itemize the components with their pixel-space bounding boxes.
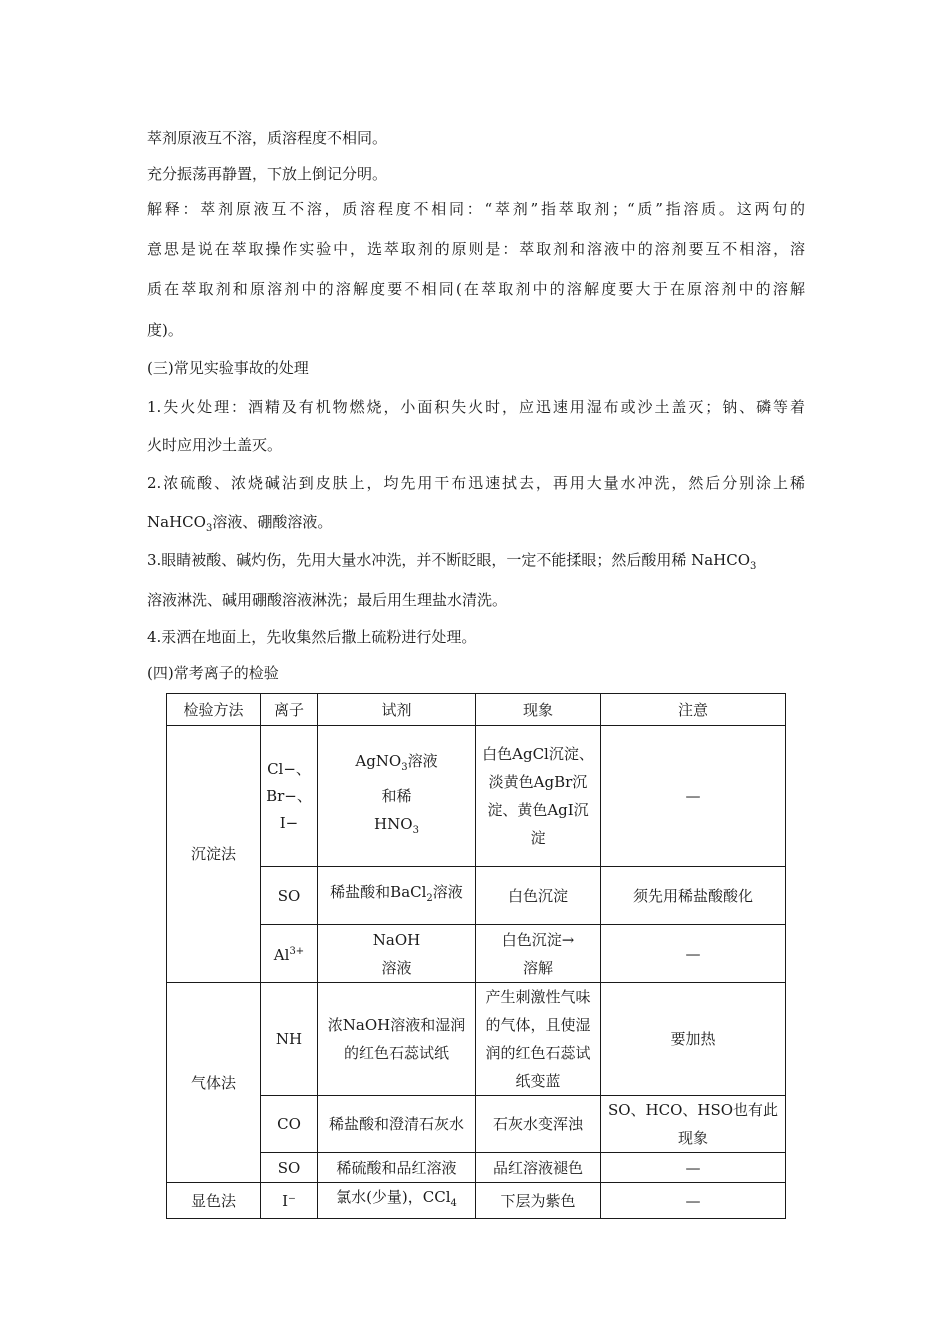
- phenomenon-cell: 白色沉淀→ 溶解: [476, 925, 601, 983]
- phenomenon-cell: 白色AgCl沉淀、淡黄色AgBr沉淀、黄色AgI沉淀: [476, 726, 601, 867]
- item-2-line-1: 2.浓硫酸、浓烧碱沾到皮肤上，均先用干布迅速拭去，再用大量水冲洗，然后分别涂上稀: [147, 474, 805, 492]
- note-cell: —: [601, 1153, 786, 1183]
- reagent-cell: 稀盐酸和澄清石灰水: [318, 1096, 476, 1153]
- mnemonic-line-2: 充分振荡再静置，下放上倒记分明。: [147, 165, 388, 183]
- header-reagent: 试剂: [318, 694, 476, 726]
- ion-cell: SO: [261, 867, 318, 925]
- table-row: [167, 1183, 786, 1219]
- ion-cell: CO: [261, 1096, 318, 1153]
- mnemonic-line-1: 萃剂原液互不溶，质溶程度不相同。: [147, 129, 388, 147]
- item-2-line-2: NaHCO$_3$溶液、硼酸溶液。: [147, 513, 333, 534]
- reagent-cell: 稀硫酸和品红溶液: [318, 1153, 476, 1183]
- table-header-row: [167, 694, 786, 726]
- phenomenon-cell: 品红溶液褪色: [476, 1153, 601, 1183]
- method-precipitation: 沉淀法: [167, 726, 261, 983]
- header-note: 注意: [601, 694, 786, 726]
- phenomenon-cell: 石灰水变浑浊: [476, 1096, 601, 1153]
- note-cell: —: [601, 925, 786, 983]
- method-color: 显色法: [167, 1183, 261, 1219]
- note-cell: 要加热: [601, 983, 786, 1096]
- ion-test-table: [166, 693, 786, 1219]
- ion-cell: $Al^{3+}$: [261, 925, 318, 983]
- note-cell: SO、HCO、HSO也有此现象: [601, 1096, 786, 1153]
- item-3-line-1: 3.眼睛被酸、碱灼伤，先用大量水冲洗，并不断眨眼，一定不能揉眼；然后酸用稀 NaHCO$_3$: [147, 551, 757, 572]
- reagent-cell: NaOH 溶液: [318, 925, 476, 983]
- ion-cell: NH: [261, 983, 318, 1096]
- phenomenon-cell: 白色沉淀: [476, 867, 601, 925]
- table-row: [167, 726, 786, 867]
- item-1-line-1: 1.失火处理：酒精及有机物燃烧，小面积失火时，应迅速用湿布或沙土盖灭；钠、磷等着: [147, 398, 805, 416]
- header-method: 检验方法: [167, 694, 261, 726]
- section-heading-ion-tests: (四)常考离子的检验: [147, 664, 279, 682]
- item-1-line-2: 火时应用沙土盖灭。: [147, 436, 283, 454]
- phenomenon-cell: 产生刺激性气味的气体，且使湿润的红色石蕊试纸变蓝: [476, 983, 601, 1096]
- ion-cell: Cl−、Br−、I−: [261, 726, 318, 867]
- ion-cell: SO: [261, 1153, 318, 1183]
- explanation-line-1: 解释：萃剂原液互不溶，质溶程度不相同：“萃剂”指萃取剂；“质”指溶质。这两句的: [147, 200, 805, 218]
- reagent-cell: 稀盐酸和BaCl$_2$溶液: [318, 867, 476, 925]
- explanation-line-3: 质在萃取剂和原溶剂中的溶解度要不相同(在萃取剂中的溶解度要大于在原溶剂中的溶解: [147, 280, 805, 298]
- note-cell: —: [601, 1183, 786, 1219]
- reagent-cell: AgNO$_3$溶液 和稀 $HNO_3$: [318, 726, 476, 867]
- section-heading-accidents: (三)常见实验事故的处理: [147, 359, 309, 377]
- note-cell: 须先用稀盐酸酸化: [601, 867, 786, 925]
- item-3-line-2: 溶液淋洗、碱用硼酸溶液淋洗；最后用生理盐水清洗。: [147, 591, 508, 609]
- explanation-line-2: 意思是说在萃取操作实验中，选萃取剂的原则是：萃取剂和溶液中的溶剂要互不相溶，溶: [147, 240, 805, 258]
- method-gas: 气体法: [167, 983, 261, 1183]
- ion-cell: I⁻: [261, 1183, 318, 1219]
- reagent-cell: 浓NaOH溶液和湿润的红色石蕊试纸: [318, 983, 476, 1096]
- reagent-cell: 氯水(少量)，CCl$_4$: [318, 1183, 476, 1219]
- note-cell: —: [601, 726, 786, 867]
- phenomenon-cell: 下层为紫色: [476, 1183, 601, 1219]
- explanation-line-4: 度)。: [147, 321, 183, 339]
- header-phenomenon: 现象: [476, 694, 601, 726]
- header-ion: 离子: [261, 694, 318, 726]
- item-4: 4.汞洒在地面上，先收集然后撒上硫粉进行处理。: [147, 628, 477, 646]
- table-row: [167, 983, 786, 1096]
